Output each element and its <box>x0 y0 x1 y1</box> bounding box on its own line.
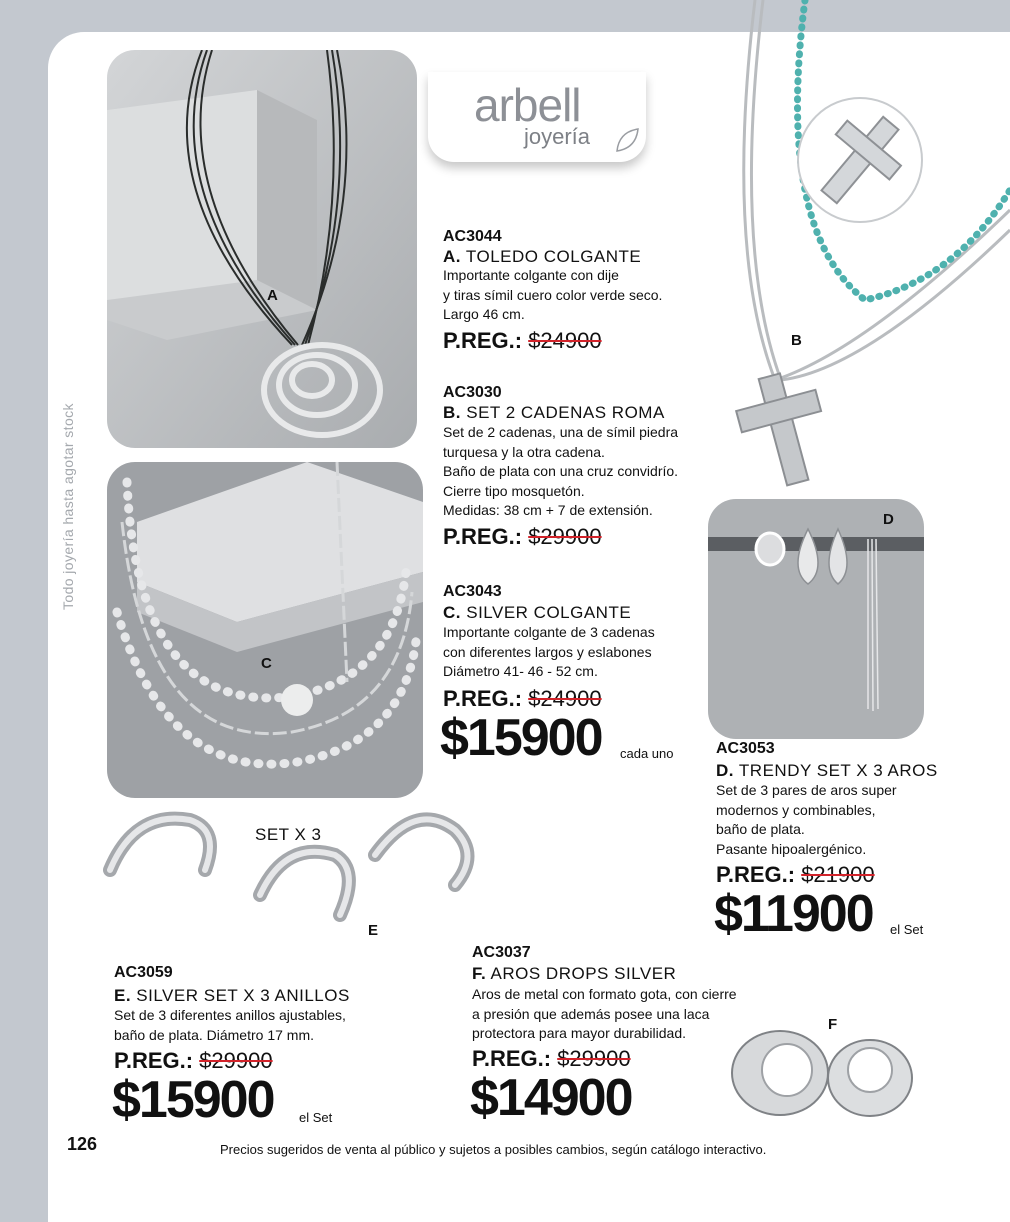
product-e-price-suffix: el Set <box>299 1110 333 1125</box>
desc-line: Importante colgante de 3 cadenas <box>443 624 655 640</box>
page-number: 126 <box>67 1134 98 1154</box>
set-x3-label: SET X 3 <box>255 825 322 844</box>
photo-earrings-d[interactable] <box>708 499 924 739</box>
product-f-name <box>472 964 676 984</box>
desc-line: Pasante hipoalergénico. <box>716 840 867 857</box>
desc-line: Medidas: 38 cm + 7 de extensión. <box>443 502 653 518</box>
product-e-name <box>114 986 350 1006</box>
product-f-price: $14900 <box>470 1069 632 1127</box>
product-b-letter: B. <box>443 403 461 422</box>
product-d-desc <box>716 781 897 859</box>
preg-value: $24900 <box>528 328 602 353</box>
preg-label: P.REG.: <box>716 862 796 887</box>
preg-label: P.REG.: <box>443 524 523 549</box>
desc-line: Diámetro 41- 46 - 52 cm. <box>443 663 598 679</box>
photo-earrings-f[interactable] <box>725 1018 925 1123</box>
product-a-letter: A. <box>443 247 461 266</box>
product-a-name <box>443 247 641 267</box>
desc-line: Cierre tipo mosquetón. <box>443 482 585 499</box>
product-a-desc <box>443 266 662 325</box>
product-c-title: SILVER COLGANTE <box>466 603 632 622</box>
product-f-letter: F. <box>472 964 487 983</box>
footer-disclaimer: Precios sugeridos de venta al público y sujetos a posibles cambios, según catálogo interactivo. <box>220 1142 767 1157</box>
product-d-price-suffix: el Set <box>890 922 924 937</box>
letter-e: E <box>368 922 379 939</box>
product-b-title: SET 2 CADENAS ROMA <box>466 403 665 422</box>
product-e-code: AC3059 <box>114 964 173 981</box>
letter-c: C <box>261 655 272 672</box>
product-c-name <box>443 603 631 623</box>
product-b-desc <box>443 423 678 521</box>
desc-line: con diferentes largos y eslabones <box>443 643 652 660</box>
product-c-price-suffix: cada uno <box>620 746 674 761</box>
preg-label: P.REG.: <box>443 328 523 353</box>
product-b-name <box>443 403 665 423</box>
preg-label: P.REG.: <box>443 686 523 711</box>
necklace-a-image <box>107 50 417 448</box>
photo-necklace-b[interactable] <box>715 0 1010 500</box>
product-d-letter: D. <box>716 761 734 780</box>
product-a-code: AC3044 <box>443 228 502 245</box>
product-c-letter: C. <box>443 603 461 622</box>
earrings-d-image <box>708 499 924 739</box>
necklace-c-image <box>107 462 423 798</box>
product-f-desc <box>472 985 737 1044</box>
product-d-code: AC3053 <box>716 740 775 757</box>
product-b-regular-price <box>443 524 602 550</box>
letter-b: B <box>791 332 802 349</box>
stock-note: Todo joyería hasta agotar stock <box>60 403 76 610</box>
preg-value: $21900 <box>801 862 875 887</box>
photo-rings-e[interactable] <box>85 800 505 950</box>
desc-line: Set de 2 cadenas, una de símil piedra <box>443 424 679 440</box>
desc-line: Set de 3 pares de aros super <box>716 782 897 798</box>
desc-line: Importante colgante con dije <box>443 267 619 283</box>
desc-line: Aros de metal con formato gota, con cierre <box>472 986 737 1002</box>
desc-line: turquesa y la otra cadena. <box>443 443 605 460</box>
desc-line: Set de 3 diferentes anillos ajustables, <box>114 1007 346 1023</box>
letter-a: A <box>267 287 278 304</box>
desc-line: baño de plata. <box>716 821 805 837</box>
desc-line: Largo 46 cm. <box>443 306 525 322</box>
product-e-letter: E. <box>114 986 132 1005</box>
product-c-price: $15900 <box>440 709 602 767</box>
product-a-title: TOLEDO COLGANTE <box>465 247 642 266</box>
product-d-price: $11900 <box>714 885 873 943</box>
preg-label: P.REG.: <box>114 1048 194 1073</box>
desc-line: Baño de plata con una cruz convidrío. <box>443 463 679 479</box>
brand-sub: joyería <box>524 124 591 149</box>
preg-label: P.REG.: <box>472 1046 552 1071</box>
desc-line: protectora para mayor durabilidad. <box>472 1025 687 1041</box>
product-f-title: AROS DROPS SILVER <box>490 964 677 983</box>
photo-necklace-a[interactable] <box>107 50 417 448</box>
desc-line: baño de plata. Diámetro 17 mm. <box>114 1026 314 1043</box>
desc-line: modernos y combinables, <box>716 801 876 818</box>
product-b-code: AC3030 <box>443 384 502 401</box>
preg-value: $29900 <box>557 1046 631 1071</box>
product-c-desc <box>443 623 655 682</box>
product-e-title: SILVER SET X 3 ANILLOS <box>136 986 350 1005</box>
brand-logo <box>428 72 646 162</box>
preg-value: $24900 <box>528 686 602 711</box>
preg-value: $29900 <box>528 524 602 549</box>
leaf-icon <box>614 126 640 154</box>
letter-d: D <box>883 511 894 528</box>
desc-line: y tiras símil cuero color verde seco. <box>443 286 663 303</box>
product-d-title: TRENDY SET X 3 AROS <box>738 761 938 780</box>
letter-f: F <box>828 1016 838 1033</box>
photo-necklace-c[interactable] <box>107 462 423 798</box>
brand-name: arbell <box>474 79 581 131</box>
product-a-regular-price <box>443 328 602 354</box>
product-f-code: AC3037 <box>472 944 531 961</box>
desc-line: a presión que además posee una laca <box>472 1005 710 1022</box>
product-d-name <box>716 761 938 781</box>
preg-value: $29900 <box>199 1048 273 1073</box>
product-c-code: AC3043 <box>443 583 502 600</box>
product-e-desc <box>114 1006 346 1045</box>
product-e-price: $15900 <box>112 1071 274 1129</box>
